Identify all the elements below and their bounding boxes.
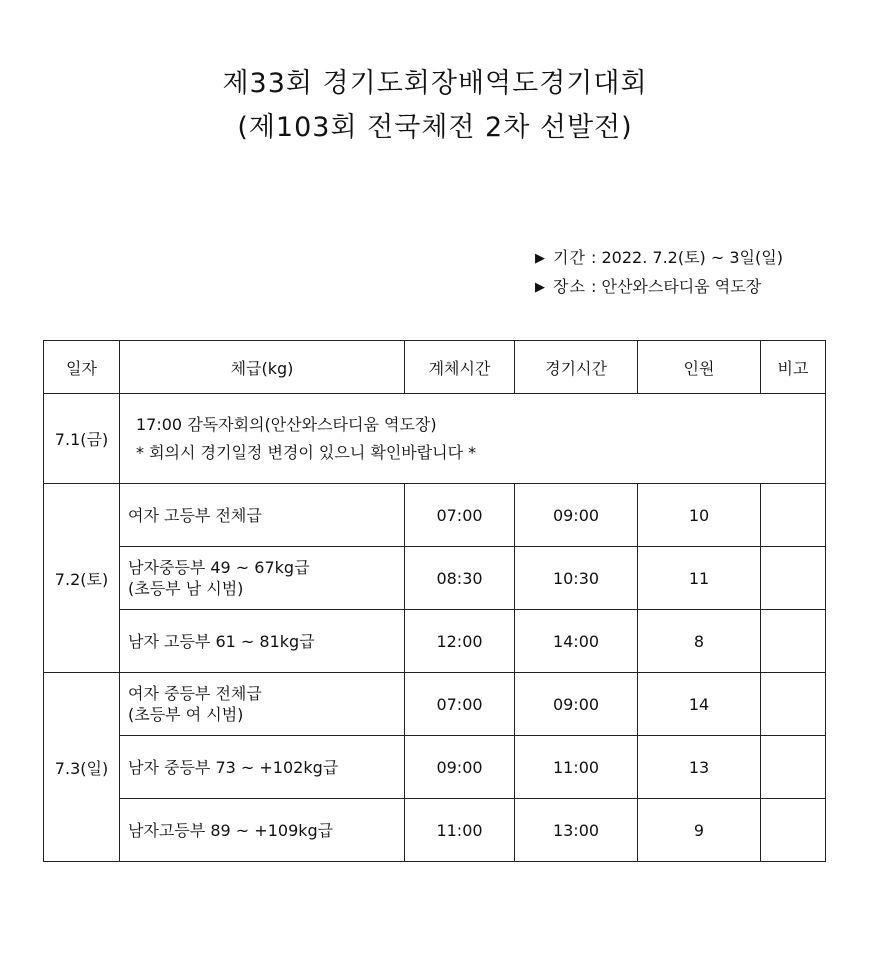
class-cell xyxy=(120,799,405,862)
start-time-cell: 10:30 xyxy=(515,547,638,610)
remarks-cell xyxy=(761,673,826,736)
start-time-cell: 11:00 xyxy=(515,736,638,799)
table-header-row xyxy=(44,341,826,394)
period-row xyxy=(535,244,783,273)
table-row xyxy=(44,610,826,673)
triangle-marker-icon: ▶ xyxy=(535,280,545,295)
class-subnote: (초등부 남 시범) xyxy=(128,579,244,598)
start-time-cell: 13:00 xyxy=(515,799,638,862)
schedule-table xyxy=(43,340,826,862)
remarks-cell xyxy=(761,610,826,673)
class-name: 여자 고등부 전체급 xyxy=(128,505,262,525)
weigh-in-cell: 11:00 xyxy=(405,799,515,862)
table-row xyxy=(44,736,826,799)
class-cell xyxy=(120,610,405,673)
header-competition-time: 경기시간 xyxy=(515,341,638,394)
notice-cell xyxy=(120,394,826,484)
triangle-marker-icon: ▶ xyxy=(535,251,545,266)
remarks-cell xyxy=(761,547,826,610)
date-cell: 7.2(토) xyxy=(44,484,120,673)
class-subnote: (초등부 여 시범) xyxy=(128,705,244,724)
class-cell xyxy=(120,484,405,547)
venue-label: 장소 xyxy=(553,277,586,296)
table-row xyxy=(44,484,826,547)
start-time-cell: 14:00 xyxy=(515,610,638,673)
table-row xyxy=(44,547,826,610)
class-cell xyxy=(120,547,405,610)
class-name: 남자고등부 89 ~ +109kg급 xyxy=(128,820,334,840)
weigh-in-cell: 07:00 xyxy=(405,484,515,547)
period-label: 기간 xyxy=(553,248,586,267)
event-info xyxy=(535,244,783,302)
document-title xyxy=(0,62,870,150)
header-date: 일자 xyxy=(44,341,120,394)
class-name: 남자 중등부 73 ~ +102kg급 xyxy=(128,757,339,777)
header-remarks: 비고 xyxy=(761,341,826,394)
class-name: 여자 중등부 전체급 xyxy=(128,684,262,703)
title-line-1: 제33회 경기도회장배역도경기대회 xyxy=(222,68,648,99)
table-row xyxy=(44,673,826,736)
participants-cell: 11 xyxy=(638,547,761,610)
weigh-in-cell: 07:00 xyxy=(405,673,515,736)
weigh-in-cell: 12:00 xyxy=(405,610,515,673)
venue-value: 안산와스타디움 역도장 xyxy=(601,277,762,296)
period-value: 2022. 7.2(토) ~ 3일(일) xyxy=(601,248,783,267)
class-name: 남자중등부 49 ~ 67kg급 xyxy=(128,558,310,577)
venue-row xyxy=(535,273,783,302)
start-time-cell: 09:00 xyxy=(515,673,638,736)
participants-cell: 14 xyxy=(638,673,761,736)
class-cell xyxy=(120,673,405,736)
remarks-cell xyxy=(761,799,826,862)
table-row xyxy=(44,799,826,862)
weigh-in-cell: 09:00 xyxy=(405,736,515,799)
remarks-cell xyxy=(761,484,826,547)
table-row xyxy=(44,394,826,484)
weigh-in-cell: 08:30 xyxy=(405,547,515,610)
participants-cell: 10 xyxy=(638,484,761,547)
class-cell xyxy=(120,736,405,799)
period-separator: : xyxy=(591,248,597,267)
date-cell: 7.3(일) xyxy=(44,673,120,862)
participants-cell: 13 xyxy=(638,736,761,799)
remarks-cell xyxy=(761,736,826,799)
start-time-cell: 09:00 xyxy=(515,484,638,547)
notice-line-2: * 회의시 경기일정 변경이 있으니 확인바랍니다 * xyxy=(136,442,477,462)
participants-cell: 8 xyxy=(638,610,761,673)
title-line-2: (제103회 전국체전 2차 선발전) xyxy=(237,112,633,143)
participants-cell: 9 xyxy=(638,799,761,862)
header-participants: 인원 xyxy=(638,341,761,394)
venue-separator: : xyxy=(591,277,597,296)
header-weight-class: 체급(kg) xyxy=(120,341,405,394)
notice-line-1: 17:00 감독자회의(안산와스타디움 역도장) xyxy=(136,414,437,434)
header-weigh-in-time: 계체시간 xyxy=(405,341,515,394)
date-cell: 7.1(금) xyxy=(44,394,120,484)
class-name: 남자 고등부 61 ~ 81kg급 xyxy=(128,631,315,651)
